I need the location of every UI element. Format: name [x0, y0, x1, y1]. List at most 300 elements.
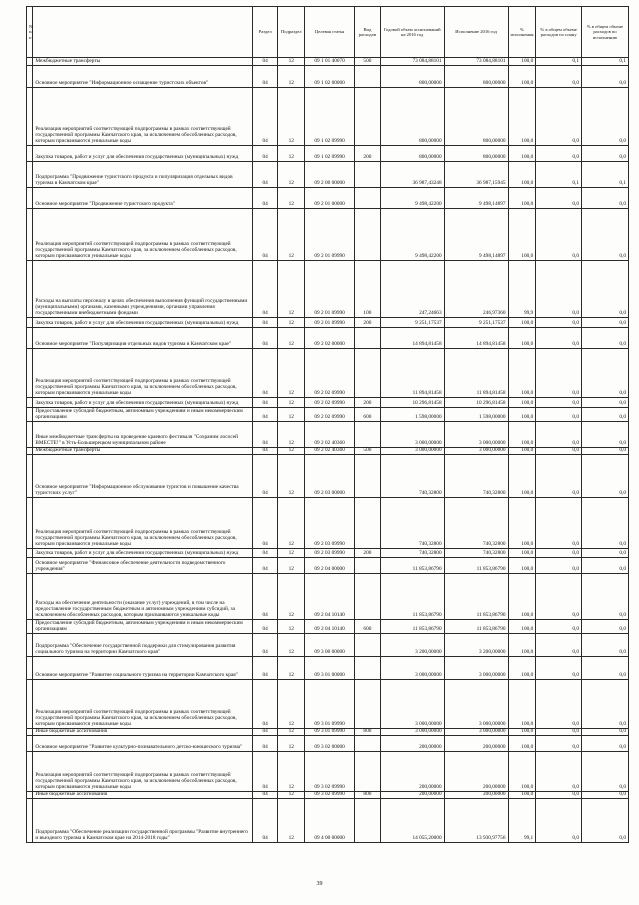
- cell-subsection: 12: [278, 729, 305, 736]
- cell-section: 04: [252, 162, 278, 188]
- cell-share-plan: 0,0: [536, 558, 582, 574]
- column-header-execution: Исполнение 2016 год: [444, 7, 508, 58]
- cell-name: Реализация мероприятий соответствующей подпрограммы в рамках соответствующей государственной программы Камчатского края, за исключением обособленных расходов, которым присваиваются уникальные коды: [33, 88, 252, 146]
- cell-percent-execution: 100,0: [508, 680, 536, 729]
- cell-name: Основное мероприятие "Развитие социального туризма на территории Камчатского края": [33, 657, 252, 680]
- cell-share-execution: 0,0: [582, 634, 629, 657]
- cell-execution: 800,00000: [444, 66, 508, 88]
- cell-name: Основное мероприятие "Информационное оснащение туристских объектов": [33, 66, 252, 88]
- cell-section: 04: [252, 349, 278, 398]
- cell-subsection: 12: [278, 58, 305, 66]
- cell-expense-type: [355, 798, 381, 842]
- cell-annual-volume: 3 000,00000: [380, 448, 444, 455]
- cell-share-execution: 0,0: [582, 752, 629, 792]
- cell-expense-type: 200: [355, 549, 381, 558]
- cell-target-article: 09 3 01 09990: [305, 680, 355, 729]
- cell-share-plan: 0,0: [536, 752, 582, 792]
- cell-percent-execution: 100,0: [508, 318, 536, 328]
- cell-share-execution: 0,0: [582, 318, 629, 328]
- cell-annual-volume: 3 000,00000: [380, 657, 444, 680]
- cell-expense-type: 600: [355, 408, 381, 422]
- table-row: [27, 798, 629, 842]
- cell-share-execution: 0,0: [582, 574, 629, 620]
- cell-share-execution: 0,0: [582, 657, 629, 680]
- cell-share-plan: 0,0: [536, 448, 582, 455]
- cell-share-plan: 0,0: [536, 798, 582, 842]
- cell-annual-volume: 9 498,42200: [380, 209, 444, 261]
- cell-expense-type: 500: [355, 448, 381, 455]
- cell-percent-execution: 100,0: [508, 58, 536, 66]
- cell-execution: 1 598,00000: [444, 408, 508, 422]
- cell-target-article: 09 2 03 09990: [305, 549, 355, 558]
- cell-annual-volume: 11 894,81458: [380, 349, 444, 398]
- cell-execution: 36 987,15945: [444, 162, 508, 188]
- table-row: [27, 188, 629, 209]
- table-row: [27, 657, 629, 680]
- cell-name: Подпрограмма "Обеспечение государственной поддержки для стимулирования развития социального туризма на территории Камчатского края": [33, 634, 252, 657]
- cell-expense-type: [355, 422, 381, 448]
- cell-subsection: 12: [278, 318, 305, 328]
- cell-subsection: 12: [278, 162, 305, 188]
- cell-percent-execution: 100,0: [508, 209, 536, 261]
- cell-section: 04: [252, 188, 278, 209]
- cell-name: Основное мероприятие "Развитие культурно-познавательного детско-юношеского туризма": [33, 736, 252, 752]
- cell-annual-volume: 740,32800: [380, 498, 444, 549]
- cell-share-execution: 0,0: [582, 558, 629, 574]
- cell-annual-volume: 3 000,00000: [380, 729, 444, 736]
- cell-share-execution: 0,0: [582, 146, 629, 162]
- cell-share-execution: 0,0: [582, 448, 629, 455]
- cell-name: Основное мероприятие "Популяризация отдельных видов туризма в Камчатском крае": [33, 328, 252, 349]
- cell-name: Иные бюджетные ассигнования: [33, 729, 252, 736]
- cell-section: 04: [252, 736, 278, 752]
- cell-subsection: 12: [278, 146, 305, 162]
- cell-share-plan: 0,0: [536, 680, 582, 729]
- cell-percent-execution: 100,0: [508, 455, 536, 498]
- cell-execution: 11 853,86790: [444, 620, 508, 634]
- cell-expense-type: [355, 498, 381, 549]
- cell-name: Иные межбюджетные трансферты на проведение краевого фестиваля "Сохраним лососей ВМЕСТЕ!" в Усть-Большерецком муниципальном районе: [33, 422, 252, 448]
- cell-target-article: 09 3 02 00000: [305, 736, 355, 752]
- cell-subsection: 12: [278, 498, 305, 549]
- cell-name: Расходы на обеспечение деятельности (оказание услуг) учреждений, в том числе на предоставление государственным бюджетным и автономным учреждениям субсидий, за исключением обособленных расходов, которым присваиваются уникальные коды: [33, 574, 252, 620]
- cell-section: 04: [252, 261, 278, 318]
- cell-section: 04: [252, 408, 278, 422]
- cell-execution: 9 498,14897: [444, 209, 508, 261]
- cell-subsection: 12: [278, 422, 305, 448]
- table-row: [27, 752, 629, 792]
- cell-target-article: 09 2 02 09990: [305, 349, 355, 398]
- column-header-share-execution: % в общем объеме расходов по исполнению: [582, 7, 629, 58]
- cell-execution: 10 296,81458: [444, 398, 508, 408]
- table-row: [27, 574, 629, 620]
- cell-annual-volume: 200,00000: [380, 792, 444, 799]
- cell-share-plan: 0,0: [536, 657, 582, 680]
- cell-execution: 3 000,00000: [444, 422, 508, 448]
- table-row: [27, 736, 629, 752]
- cell-annual-volume: 740,32800: [380, 549, 444, 558]
- cell-section: 04: [252, 146, 278, 162]
- cell-section: 04: [252, 66, 278, 88]
- cell-section: 04: [252, 634, 278, 657]
- column-header-percent-execution: % исполнения: [508, 7, 536, 58]
- cell-section: 04: [252, 209, 278, 261]
- cell-execution: 740,32800: [444, 455, 508, 498]
- cell-name: Реализация мероприятий соответствующей подпрограммы в рамках соответствующей государственной программы Камчатского края, за исключением обособленных расходов, которым присваиваются уникальные коды: [33, 209, 252, 261]
- cell-share-execution: 0,0: [582, 408, 629, 422]
- cell-share-execution: 0,1: [582, 58, 629, 66]
- column-header-name: [33, 7, 252, 58]
- table-row: [27, 729, 629, 736]
- cell-target-article: 09 2 04 00000: [305, 558, 355, 574]
- cell-target-article: 09 4 00 00000: [305, 798, 355, 842]
- cell-section: 04: [252, 422, 278, 448]
- cell-target-article: 09 2 02 09990: [305, 408, 355, 422]
- table-row: [27, 634, 629, 657]
- cell-share-plan: 0,0: [536, 209, 582, 261]
- cell-percent-execution: 100,0: [508, 792, 536, 799]
- cell-section: 04: [252, 318, 278, 328]
- cell-annual-volume: 740,32800: [380, 455, 444, 498]
- cell-share-execution: 0,0: [582, 455, 629, 498]
- table-row: [27, 261, 629, 318]
- table-row: [27, 88, 629, 146]
- cell-share-execution: 0,0: [582, 398, 629, 408]
- cell-expense-type: [355, 162, 381, 188]
- cell-annual-volume: 800,00000: [380, 66, 444, 88]
- table-row: [27, 498, 629, 549]
- cell-execution: 73 084,88101: [444, 58, 508, 66]
- cell-subsection: 12: [278, 448, 305, 455]
- cell-name: Подпрограмма "Обеспечение реализации государственной программы "Развитие внутреннего и въездного туризма в Камчатском крае на 2014-2018 годы": [33, 798, 252, 842]
- cell-section: 04: [252, 657, 278, 680]
- cell-percent-execution: 100,0: [508, 736, 536, 752]
- cell-target-article: 09 3 02 09990: [305, 752, 355, 792]
- cell-percent-execution: 100,0: [508, 448, 536, 455]
- table-row: [27, 549, 629, 558]
- cell-percent-execution: 100,0: [508, 328, 536, 349]
- cell-target-article: 09 2 02 40360: [305, 448, 355, 455]
- cell-target-article: 09 3 00 00000: [305, 634, 355, 657]
- cell-target-article: 09 3 01 09990: [305, 729, 355, 736]
- cell-subsection: 12: [278, 88, 305, 146]
- cell-name: Предоставление субсидий бюджетным, автономным учреждениям и иным некоммерческим организациям: [33, 620, 252, 634]
- cell-share-plan: 0,0: [536, 634, 582, 657]
- table-row: [27, 318, 629, 328]
- cell-share-execution: 0,0: [582, 498, 629, 549]
- cell-section: 04: [252, 549, 278, 558]
- cell-percent-execution: 100,0: [508, 657, 536, 680]
- cell-name: Реализация мероприятий соответствующей подпрограммы в рамках соответствующей государственной программы Камчатского края, за исключением обособленных расходов, которым присваиваются уникальные коды: [33, 498, 252, 549]
- cell-percent-execution: 100,0: [508, 162, 536, 188]
- cell-target-article: 09 3 01 00000: [305, 657, 355, 680]
- cell-share-plan: 0,1: [536, 162, 582, 188]
- cell-target-article: 09 1 01 40070: [305, 58, 355, 66]
- cell-expense-type: 200: [355, 318, 381, 328]
- cell-subsection: 12: [278, 209, 305, 261]
- cell-annual-volume: 3 200,00000: [380, 634, 444, 657]
- cell-target-article: 09 2 01 09990: [305, 318, 355, 328]
- column-header-target-article: Целевая статья: [305, 7, 355, 58]
- cell-percent-execution: 100,0: [508, 146, 536, 162]
- cell-name: Предоставление субсидий бюджетным, автономным учреждениям и иным некоммерческим организациям: [33, 408, 252, 422]
- cell-name: Расходы на выплаты персоналу в целях обеспечения выполнения функций государственными (муниципальными) органами, казенными учреждениями, органами управления государственными внебюджетными фондами: [33, 261, 252, 318]
- cell-execution: 200,00000: [444, 752, 508, 792]
- cell-target-article: 09 2 02 09990: [305, 398, 355, 408]
- budget-table: [26, 6, 629, 843]
- cell-share-plan: 0,0: [536, 422, 582, 448]
- cell-annual-volume: 9 498,42200: [380, 188, 444, 209]
- cell-section: 04: [252, 729, 278, 736]
- cell-subsection: 12: [278, 549, 305, 558]
- cell-execution: 200,00000: [444, 792, 508, 799]
- table-row: [27, 620, 629, 634]
- cell-expense-type: 200: [355, 398, 381, 408]
- cell-section: 04: [252, 498, 278, 549]
- table-row: [27, 66, 629, 88]
- cell-percent-execution: 100,0: [508, 88, 536, 146]
- cell-expense-type: 500: [355, 58, 381, 66]
- cell-share-plan: 0,0: [536, 328, 582, 349]
- cell-subsection: 12: [278, 455, 305, 498]
- cell-share-execution: 0,0: [582, 66, 629, 88]
- cell-name: Закупка товаров, работ и услуг для обеспечения государственных (муниципальных) нужд: [33, 549, 252, 558]
- cell-subsection: 12: [278, 657, 305, 680]
- cell-expense-type: 100: [355, 261, 381, 318]
- cell-subsection: 12: [278, 558, 305, 574]
- cell-percent-execution: 100,0: [508, 549, 536, 558]
- cell-expense-type: [355, 209, 381, 261]
- cell-percent-execution: 100,0: [508, 574, 536, 620]
- cell-share-plan: 0,0: [536, 736, 582, 752]
- table-row: [27, 209, 629, 261]
- cell-subsection: 12: [278, 680, 305, 729]
- cell-subsection: 12: [278, 736, 305, 752]
- table-row: [27, 448, 629, 455]
- cell-percent-execution: 99,1: [508, 798, 536, 842]
- cell-percent-execution: 100,0: [508, 422, 536, 448]
- cell-annual-volume: 73 084,88101: [380, 58, 444, 66]
- cell-expense-type: [355, 680, 381, 729]
- cell-name: Основное мероприятие "Информационное обслуживание туристов и повышение качества туристских услуг": [33, 455, 252, 498]
- cell-target-article: 09 2 00 00000: [305, 162, 355, 188]
- cell-annual-volume: 200,00000: [380, 736, 444, 752]
- cell-share-execution: 0,0: [582, 261, 629, 318]
- cell-execution: 3 000,00000: [444, 657, 508, 680]
- cell-expense-type: [355, 349, 381, 398]
- cell-share-plan: 0,0: [536, 729, 582, 736]
- cell-annual-volume: 1 598,00000: [380, 408, 444, 422]
- cell-section: 04: [252, 798, 278, 842]
- column-header-number: № п/п: [27, 7, 33, 58]
- cell-target-article: 09 2 02 40360: [305, 422, 355, 448]
- cell-name: Межбюджетные трансферты: [33, 58, 252, 66]
- table-row: [27, 328, 629, 349]
- cell-target-article: 09 2 01 00000: [305, 188, 355, 209]
- page-number: 39: [316, 881, 323, 887]
- cell-execution: 740,32800: [444, 498, 508, 549]
- table-row: [27, 792, 629, 799]
- cell-share-plan: 0,0: [536, 66, 582, 88]
- cell-share-plan: 0,0: [536, 398, 582, 408]
- cell-percent-execution: 100,0: [508, 498, 536, 549]
- cell-subsection: 12: [278, 349, 305, 398]
- cell-annual-volume: 14 055,20000: [380, 798, 444, 842]
- cell-target-article: 09 3 02 09990: [305, 792, 355, 799]
- cell-share-plan: 0,0: [536, 549, 582, 558]
- cell-share-plan: 0,0: [536, 574, 582, 620]
- cell-share-plan: 0,0: [536, 455, 582, 498]
- cell-percent-execution: 100,0: [508, 66, 536, 88]
- cell-execution: 3 200,00000: [444, 634, 508, 657]
- cell-execution: 11 853,86790: [444, 574, 508, 620]
- cell-share-execution: 0,0: [582, 209, 629, 261]
- cell-target-article: 09 2 01 09990: [305, 209, 355, 261]
- table-row: [27, 398, 629, 408]
- cell-annual-volume: 11 853,86790: [380, 558, 444, 574]
- cell-share-plan: 0,0: [536, 408, 582, 422]
- cell-expense-type: [355, 188, 381, 209]
- cell-name: Закупка товаров, работ и услуг для обеспечения государственных (муниципальных) нужд: [33, 398, 252, 408]
- column-header-section: Раздел: [252, 7, 278, 58]
- cell-percent-execution: 100,0: [508, 188, 536, 209]
- cell-expense-type: [355, 88, 381, 146]
- cell-expense-type: 800: [355, 729, 381, 736]
- cell-section: 04: [252, 752, 278, 792]
- cell-section: 04: [252, 448, 278, 455]
- table-row: [27, 58, 629, 66]
- cell-name: Основное мероприятие "Продвижение туристского продукта": [33, 188, 252, 209]
- cell-expense-type: [355, 752, 381, 792]
- cell-share-execution: 0,0: [582, 798, 629, 842]
- cell-share-plan: 0,0: [536, 318, 582, 328]
- cell-subsection: 12: [278, 261, 305, 318]
- cell-annual-volume: 247,24663: [380, 261, 444, 318]
- cell-execution: 11 894,81458: [444, 349, 508, 398]
- table-row: [27, 558, 629, 574]
- cell-expense-type: [355, 574, 381, 620]
- cell-share-plan: 0,0: [536, 792, 582, 799]
- cell-name: Подпрограмма "Продвижение туристского продукта и популяризация отдельных видов туризма в Камчатском крае": [33, 162, 252, 188]
- cell-share-plan: 0,0: [536, 188, 582, 209]
- column-header-share-plan: % в общем объеме расходов по плану: [536, 7, 582, 58]
- cell-annual-volume: 10 296,81458: [380, 398, 444, 408]
- cell-annual-volume: 3 000,00000: [380, 422, 444, 448]
- table-row: [27, 162, 629, 188]
- cell-percent-execution: 100,0: [508, 408, 536, 422]
- cell-annual-volume: 36 987,43248: [380, 162, 444, 188]
- cell-section: 04: [252, 680, 278, 729]
- cell-section: 04: [252, 558, 278, 574]
- cell-share-plan: 0,0: [536, 349, 582, 398]
- cell-execution: 200,00000: [444, 736, 508, 752]
- cell-section: 04: [252, 455, 278, 498]
- cell-section: 04: [252, 88, 278, 146]
- cell-expense-type: 800: [355, 792, 381, 799]
- cell-execution: 14 894,81458: [444, 328, 508, 349]
- cell-share-execution: 0,1: [582, 162, 629, 188]
- cell-share-plan: 0,0: [536, 146, 582, 162]
- cell-name: Межбюджетные трансферты: [33, 448, 252, 455]
- cell-subsection: 12: [278, 752, 305, 792]
- cell-expense-type: [355, 455, 381, 498]
- cell-share-plan: 0,1: [536, 58, 582, 66]
- cell-subsection: 12: [278, 792, 305, 799]
- column-header-annual-volume: Годовой объем ассигнований на 2016 год: [380, 7, 444, 58]
- cell-share-execution: 0,0: [582, 680, 629, 729]
- table-row: [27, 146, 629, 162]
- cell-percent-execution: 99,9: [508, 261, 536, 318]
- cell-expense-type: [355, 634, 381, 657]
- cell-annual-volume: 9 251,17537: [380, 318, 444, 328]
- cell-annual-volume: 14 894,81458: [380, 328, 444, 349]
- table-row: [27, 455, 629, 498]
- table-row: [27, 408, 629, 422]
- cell-subsection: 12: [278, 408, 305, 422]
- cell-section: 04: [252, 398, 278, 408]
- cell-share-execution: 0,0: [582, 792, 629, 799]
- cell-execution: 9 498,14897: [444, 188, 508, 209]
- cell-share-plan: 0,0: [536, 88, 582, 146]
- cell-expense-type: [355, 558, 381, 574]
- cell-name: Закупка товаров, работ и услуг для обеспечения государственных (муниципальных) нужд: [33, 146, 252, 162]
- cell-name: Реализация мероприятий соответствующей подпрограммы в рамках соответствующей государственной программы Камчатского края, за исключением обособленных расходов, которым присваиваются уникальные коды: [33, 680, 252, 729]
- cell-target-article: 09 1 02 09990: [305, 146, 355, 162]
- cell-share-execution: 0,0: [582, 188, 629, 209]
- cell-percent-execution: 100,0: [508, 752, 536, 792]
- cell-expense-type: 600: [355, 620, 381, 634]
- cell-share-execution: 0,0: [582, 88, 629, 146]
- cell-target-article: 09 2 02 00000: [305, 328, 355, 349]
- cell-name: Иные бюджетные ассигнования: [33, 792, 252, 799]
- table-body: [27, 58, 629, 843]
- cell-share-plan: 0,0: [536, 261, 582, 318]
- cell-share-execution: 0,0: [582, 328, 629, 349]
- cell-execution: 9 251,17537: [444, 318, 508, 328]
- cell-subsection: 12: [278, 328, 305, 349]
- cell-subsection: 12: [278, 66, 305, 88]
- cell-expense-type: [355, 66, 381, 88]
- cell-share-execution: 0,0: [582, 422, 629, 448]
- cell-percent-execution: 100,0: [508, 729, 536, 736]
- cell-percent-execution: 100,0: [508, 558, 536, 574]
- cell-percent-execution: 100,0: [508, 398, 536, 408]
- cell-execution: 740,32800: [444, 549, 508, 558]
- cell-execution: 3 000,00000: [444, 680, 508, 729]
- cell-subsection: 12: [278, 798, 305, 842]
- cell-subsection: 12: [278, 188, 305, 209]
- cell-percent-execution: 100,0: [508, 349, 536, 398]
- cell-subsection: 12: [278, 620, 305, 634]
- cell-share-plan: 0,0: [536, 498, 582, 549]
- cell-expense-type: [355, 736, 381, 752]
- cell-name: Основное мероприятие "Финансовое обеспечение деятельности подведомственного учреждения": [33, 558, 252, 574]
- table-row: [27, 680, 629, 729]
- cell-subsection: 12: [278, 398, 305, 408]
- cell-percent-execution: 100,0: [508, 620, 536, 634]
- cell-name: Закупка товаров, работ и услуг для обеспечения государственных (муниципальных) нужд: [33, 318, 252, 328]
- cell-execution: 3 000,00000: [444, 448, 508, 455]
- cell-section: 04: [252, 328, 278, 349]
- cell-target-article: 09 2 04 10140: [305, 620, 355, 634]
- cell-section: 04: [252, 792, 278, 799]
- cell-share-execution: 0,0: [582, 729, 629, 736]
- cell-subsection: 12: [278, 634, 305, 657]
- cell-share-execution: 0,0: [582, 549, 629, 558]
- cell-execution: 3 000,00000: [444, 729, 508, 736]
- cell-subsection: 12: [278, 574, 305, 620]
- cell-percent-execution: 100,0: [508, 634, 536, 657]
